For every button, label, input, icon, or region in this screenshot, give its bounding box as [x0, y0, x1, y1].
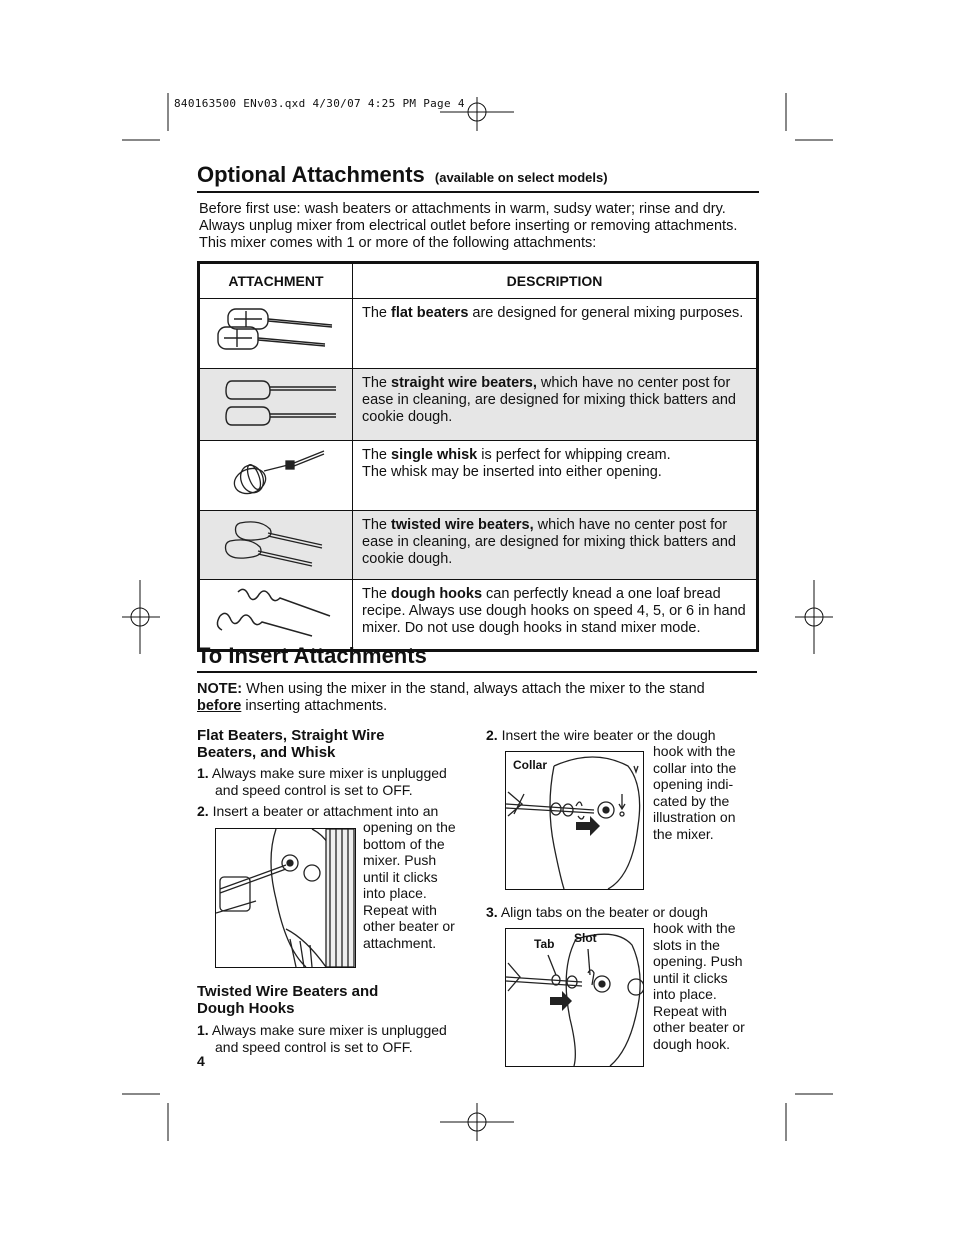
flat-beaters-icon — [200, 299, 350, 363]
attachment-description — [353, 369, 758, 441]
tab-label: Tab — [534, 937, 555, 951]
attachment-image-cell — [199, 441, 353, 511]
step-text: opening. Push — [653, 953, 743, 969]
table-header-row — [199, 263, 758, 299]
step-text: bottom of the — [363, 835, 445, 852]
step-text: Align tabs on the beater or dough — [500, 904, 708, 920]
attachment-name: single whisk — [391, 447, 478, 463]
desc-text: The — [362, 447, 392, 463]
desc-text: can perfectly knead a one loaf bread recipe. Always use dough hooks on speed 4, 5, or 6 in hand mixer. Do not use dough hooks in stand mixer mode. — [362, 586, 746, 636]
step-1-unplug — [197, 765, 447, 798]
attachment-description — [353, 580, 758, 651]
step-text: slots in the — [653, 936, 720, 953]
step-text: until it clicks — [363, 868, 438, 885]
attachment-name: dough hooks — [391, 586, 483, 602]
table-row — [199, 369, 758, 441]
note-label: NOTE: — [197, 681, 243, 697]
desc-text: The — [362, 305, 392, 321]
attachment-table — [197, 261, 759, 652]
step-text: Insert the wire beater or the dough — [501, 727, 716, 743]
attachment-name: straight wire beaters, — [391, 375, 537, 391]
heading-flat-beaters — [197, 727, 384, 761]
step-text: the mixer. — [653, 825, 714, 842]
step-number: 2. — [197, 803, 209, 819]
step-2-collar-wrap — [653, 743, 736, 842]
step-text: into place. — [363, 885, 427, 901]
intro-line: This mixer comes with 1 or more of the following attachments: — [199, 235, 597, 251]
attachment-description — [353, 441, 758, 511]
whisk-icon — [200, 441, 350, 505]
step-text: Always make sure mixer is unplugged — [211, 1022, 447, 1038]
step-text: Always make sure mixer is unplugged — [211, 765, 447, 781]
heading-line: Flat Beaters, Straight Wire — [197, 727, 385, 744]
tab-slot-illustration — [505, 928, 644, 1067]
optional-title: Optional Attachments — [197, 162, 425, 187]
desc-text: The whisk may be inserted into either opening. — [362, 464, 662, 480]
collar-illustration — [505, 751, 644, 890]
note-body: When using the mixer in the stand, always attach the mixer to the stand — [242, 681, 705, 697]
tab-slot-drawing — [506, 929, 643, 1066]
desc-text: The — [362, 375, 392, 391]
table-row — [199, 580, 758, 651]
desc-text: The — [362, 517, 392, 533]
slot-label: Slot — [574, 931, 597, 945]
col-attachment-header: ATTACHMENT — [199, 263, 353, 299]
attachment-image-cell — [199, 369, 353, 441]
heading-line: Dough Hooks — [197, 1000, 295, 1017]
step-text: mixer. Push — [363, 852, 437, 868]
step-text: collar into the — [653, 759, 737, 776]
step-text: and speed control is set to OFF. — [215, 781, 413, 798]
collar-drawing — [506, 752, 643, 889]
desc-text: The — [362, 586, 392, 602]
intro-text — [199, 201, 759, 252]
section-title-optional — [197, 162, 608, 188]
optional-subtitle: (available on select models) — [434, 170, 608, 185]
step-text: Repeat with — [653, 1002, 727, 1019]
straight-wire-beaters-icon — [200, 369, 350, 435]
file-slug: 840163500 ENv03.qxd 4/30/07 4:25 PM Page 4 — [174, 97, 465, 110]
step-number: 3. — [486, 904, 498, 920]
desc-text: is perfect for whipping cream. — [477, 447, 671, 463]
table-row — [199, 511, 758, 580]
step-text: cated by the — [653, 792, 730, 809]
step-text: into place. — [653, 986, 717, 1002]
step-2-insert — [197, 803, 438, 820]
table-row — [199, 299, 758, 369]
step-text: opening indi- — [653, 776, 734, 792]
insert-beater-illustration — [215, 828, 356, 968]
desc-text: are designed for general mixing purposes. — [468, 305, 744, 321]
intro-line: Always unplug mixer from electrical outlet before inserting or removing attachments. — [199, 218, 738, 234]
note-before: before — [197, 698, 242, 714]
attachment-image-cell — [199, 299, 353, 369]
attachment-image-cell — [199, 511, 353, 580]
insert-title: To Insert Attachments — [197, 643, 427, 668]
page-number: 4 — [197, 1053, 205, 1069]
step-1-unplug-twisted — [197, 1022, 447, 1055]
step-3-align — [486, 904, 708, 921]
step-text: illustration on — [653, 809, 736, 825]
collar-label: Collar — [513, 758, 548, 772]
step-number: 1. — [197, 765, 209, 781]
col-description-header: DESCRIPTION — [353, 263, 758, 299]
step-2-collar — [486, 727, 716, 744]
attachment-description — [353, 299, 758, 369]
dough-hooks-icon — [200, 580, 350, 644]
twisted-wire-beaters-icon — [200, 511, 350, 574]
insert-rule — [197, 671, 757, 673]
step-text: dough hook. — [653, 1035, 731, 1052]
desc-text: which have no center post for ease in cleaning, are designed for mixing thick batters and cookie dough. — [362, 517, 736, 567]
heading-line: Beaters, and Whisk — [197, 744, 336, 761]
note-tail: inserting attachments. — [241, 698, 388, 714]
step-text: attachment. — [363, 934, 437, 951]
title-rule — [197, 191, 759, 193]
heading-twisted-beaters — [197, 983, 378, 1017]
step-text: hook with the — [653, 920, 736, 936]
table-row — [199, 441, 758, 511]
step-text: Repeat with — [363, 901, 437, 918]
step-number: 2. — [486, 727, 498, 743]
attachment-name: twisted wire beaters, — [391, 517, 534, 533]
step-text: and speed control is set to OFF. — [215, 1038, 413, 1055]
step-text: hook with the — [653, 743, 736, 759]
attachment-image-cell — [199, 580, 353, 651]
intro-line: Before first use: wash beaters or attachments in warm, sudsy water; rinse and dry. — [199, 201, 726, 217]
step-number: 1. — [197, 1022, 209, 1038]
attachment-description — [353, 511, 758, 580]
desc-text: which have no center post for ease in cleaning, are designed for mixing thick batters and cookie dough. — [362, 375, 736, 425]
note-text — [197, 681, 759, 715]
step-text: other beater or — [363, 918, 455, 934]
step-text: opening on the — [363, 819, 456, 835]
attachment-name: flat beaters — [391, 305, 469, 321]
step-text: Insert a beater or attachment into an — [212, 803, 439, 819]
heading-line: Twisted Wire Beaters and — [197, 983, 379, 1000]
step-text: until it clicks — [653, 969, 728, 986]
step-text: other beater or — [653, 1019, 745, 1035]
step-3-align-wrap — [653, 920, 745, 1052]
step-2-wrap — [363, 819, 456, 951]
